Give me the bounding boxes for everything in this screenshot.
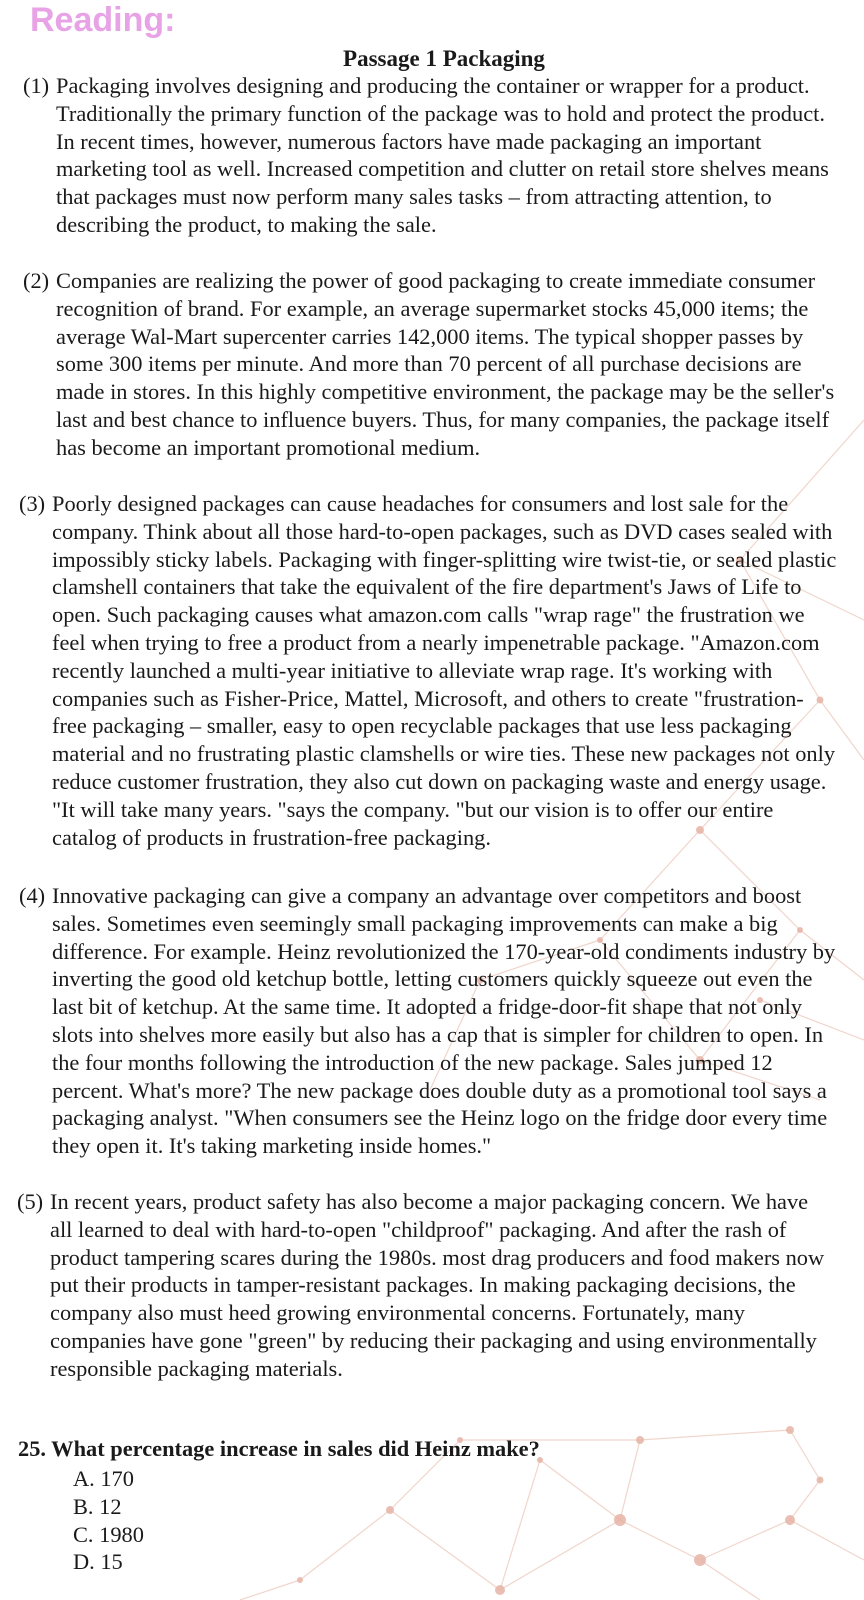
paragraph-4 bbox=[19, 882, 837, 1160]
question-25: 25. What percentage increase in sales did Heinz make? bbox=[18, 1436, 540, 1461]
option-b[interactable]: B. 12 bbox=[73, 1493, 122, 1519]
paragraph-text: Innovative packaging can give a company an advantage over competitors and boost sales. Sometimes even seemingly small packaging improvements can make a big difference. For example. Heinz revolutionized the 170-year-old condiments industry by inverting the good old ketchup bottle, letting customers quickly squeeze out even the last bit of ketchup. At the same time. It adopted a fridge-door-fit shape that not only slots into shelves more easily but also has a cap that is simpler for children to open. In the four months following the introduction of the new package. Sales jumped 12 percent. What's more? The new package does double duty as a promotional tool says a packaging analyst. "When consumers see the Heinz logo on the fridge door every time they open it. It's taking marketing inside homes." bbox=[52, 883, 836, 1159]
paragraph-text: Companies are realizing the power of good packaging to create immediate consumer recognition of brand. For example, an average supermarket stocks 45,000 items; the average Wal-Mart supercenter carries 142,000 items. The typical shopper passes by some 300 items per minute. And more than 70 percent of all purchase decisions are made in stores. In this highly competitive environment, the package may be the seller's last and best chance to influence buyers. Thus, for many companies, the package itself has become an important promotional medium. bbox=[56, 268, 835, 460]
answer-options bbox=[73, 1465, 144, 1576]
paragraph-1 bbox=[23, 72, 836, 239]
paragraph-number: (5) bbox=[17, 1189, 44, 1214]
paragraph-text: Packaging involves designing and producing the container or wrapper for a product. Traditionally the primary function of the package was to hold and protect the product. In recent times, however, numerous factors have made packaging an important marketing tool as well. Increased competition and clutter on retail store shelves means that packages must now perform many sales tasks – from attracting attention, to describing the product, to making the sale. bbox=[56, 73, 829, 237]
option-d[interactable]: D. 15 bbox=[73, 1549, 123, 1575]
paragraph-5 bbox=[17, 1188, 835, 1383]
paragraph-text: In recent years, product safety has also become a major packaging concern. We have all learned to deal with hard-to-open "childproof" packaging. And after the rash of product tampering scares during the 1980s. most drag producers and food makers now put their products in tamper-resistant packages. In making packaging decisions, the company also must heed growing environmental concerns. Fortunately, many companies have gone "green" by reducing their packaging and using environmentally responsible packaging materials. bbox=[50, 1189, 825, 1381]
paragraph-number: (1) bbox=[23, 73, 50, 98]
paragraph-text: Poorly designed packages can cause headaches for consumers and lost sale for the company. Think about all those hard-to-open packages, such as DVD cases sealed with impossibly sticky labels. Packaging with finger-splitting wire twist-tie, or sealed plastic clamshell containers that take the equivalent of the fire department's Jaws of Life to open. Such packaging causes what amazon.com calls "wrap rage" the frustration we feel when trying to free a product from a nearly impenetrable package. "Amazon.com recently launched a multi-year initiative to alleviate wrap rage. It's working with companies such as Fisher-Price, Mattel, Microsoft, and others to create "frustration-free packaging – smaller, easy to open recyclable packages that use less packaging material and no frustrating plastic clamshells or wire ties. These new packages not only reduce customer frustration, they also cut down on packaging waste and energy usage. "It will take many years. "says the company. "but our vision is to offer our entire catalog of products in frustration-free packaging. bbox=[52, 491, 837, 850]
paragraph-2 bbox=[23, 267, 836, 462]
passage-title: Passage 1 Packaging bbox=[343, 46, 545, 71]
paragraph-3 bbox=[19, 490, 837, 851]
option-a[interactable]: A. 170 bbox=[73, 1466, 134, 1491]
paragraph-number: (2) bbox=[23, 268, 50, 293]
paragraph-number: (4) bbox=[19, 883, 46, 908]
option-c[interactable]: C. 1980 bbox=[73, 1521, 144, 1547]
section-heading: Reading: bbox=[30, 1, 176, 39]
paragraph-number: (3) bbox=[19, 491, 46, 516]
